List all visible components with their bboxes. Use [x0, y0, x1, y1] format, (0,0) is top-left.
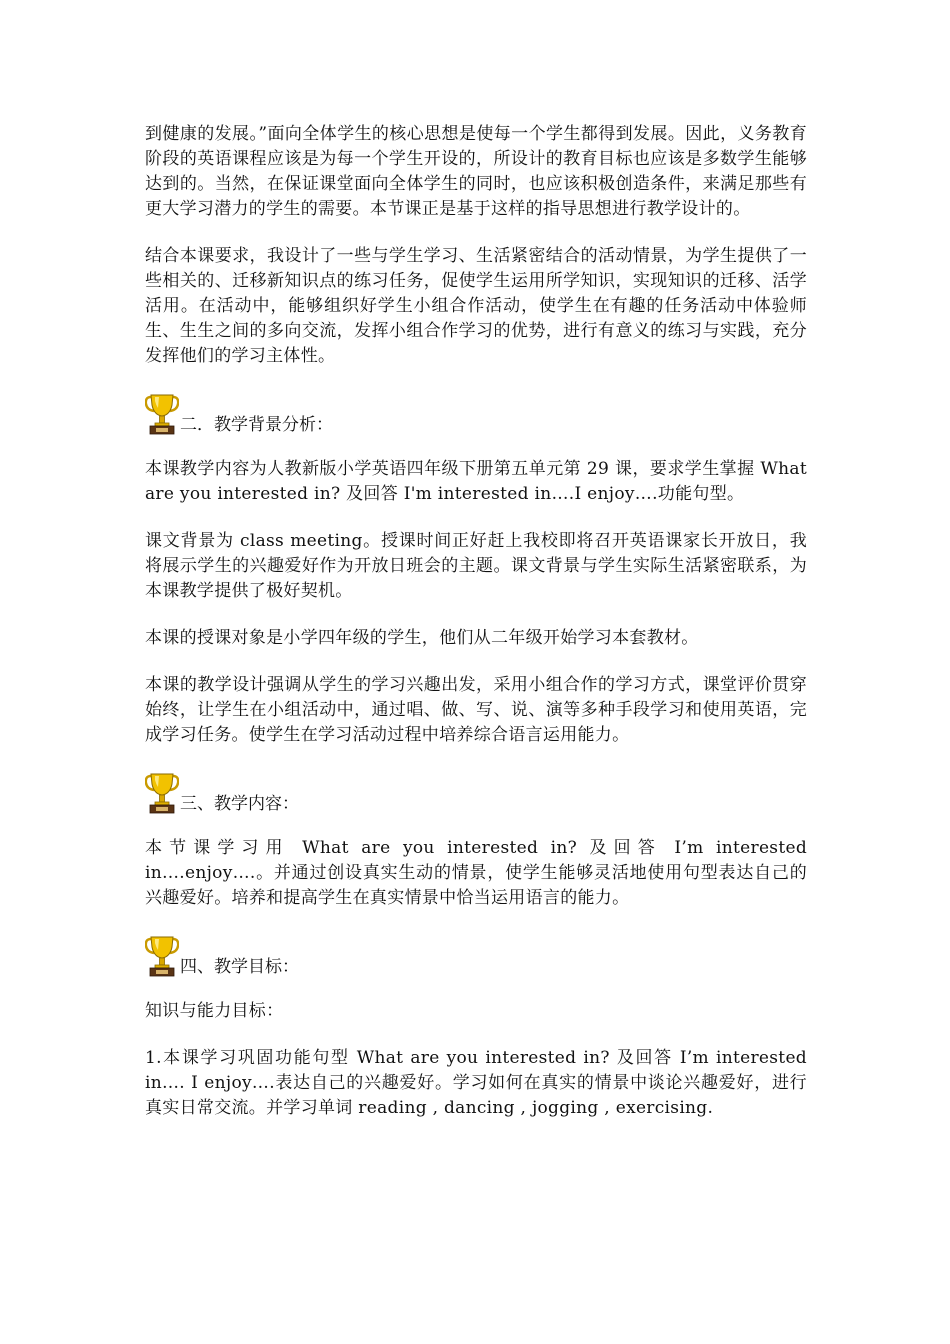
paragraph: 本课的授课对象是小学四年级的学生，他们从二年级开始学习本套教材。 [145, 628, 699, 648]
paragraph: 本课的教学设计强调从学生的学习兴趣出发，采用小组合作的学习方式，课堂评价贯穿始终，让学生在小组活动中，通过唱、做、写、说、演等多种手段学习和使用英语，完成学习任务。使学生在学习活动过程中培养综合语言运用能力。 [145, 675, 807, 745]
paragraph: 1.本课学习巩固功能句型 What are you interested in? 及回答 I’m interested in…. I enjoy….表达自己的兴趣爱好。学习如何在真实的情景中谈论兴趣爱好，进行真实日常交流。并学习单词 reading , dancing , jogging , exercising. [145, 1048, 807, 1118]
section-heading-text: 二．教学背景分析： [180, 415, 333, 435]
trophy-icon [145, 935, 179, 977]
trophy-icon [145, 393, 179, 435]
paragraph: 结合本课要求，我设计了一些与学生学习、生活紧密结合的活动情景，为学生提供了一些相关的、迁移新知识点的练习任务，促使学生运用所学知识，实现知识的迁移、活学活用。在活动中，能够组织好学生小组合作活动，使学生在有趣的任务活动中体验师生、生生之间的多向交流，发挥小组合作学习的优势，进行有意义的练习与实践，充分发挥他们的学习主体性。 [145, 246, 807, 366]
paragraph: 本课教学内容为人教新版小学英语四年级下册第五单元第 29 课，要求学生掌握 What are you interested in? 及回答 I'm interested in….I enjoy….功能句型。 [145, 459, 807, 504]
paragraph: 知识与能力目标： [145, 1001, 284, 1021]
section-heading [145, 933, 807, 977]
paragraph: 本节课学习用 What are you interested in? 及回答 I’m interested in….enjoy….。并通过创设真实生动的情景，使学生能够灵活地使用句型表达自己的兴趣爱好。培养和提高学生在真实情景中恰当运用语言的能力。 [145, 838, 807, 908]
section-heading [145, 770, 807, 814]
paragraph: 到健康的发展。”面向全体学生的核心思想是使每一个学生都得到发展。因此，义务教育阶段的英语课程应该是为每一个学生开设的，所设计的教育目标也应该是多数学生能够达到的。当然，在保证课堂面向全体学生的同时，也应该积极创造条件，来满足那些有更大学习潜力的学生的需要。本节课正是基于这样的指导思想进行教学设计的。 [145, 124, 807, 219]
section-heading-text: 三、教学内容： [180, 794, 299, 814]
paragraph: 课文背景为 class meeting。授课时间正好赶上我校即将召开英语课家长开放日，我将展示学生的兴趣爱好作为开放日班会的主题。课文背景与学生实际生活紧密联系，为本课教学提供了极好契机。 [145, 531, 807, 601]
section-heading-text: 四、教学目标： [180, 957, 299, 977]
trophy-icon [145, 772, 179, 814]
section-heading [145, 391, 807, 435]
document-body [145, 122, 807, 1143]
